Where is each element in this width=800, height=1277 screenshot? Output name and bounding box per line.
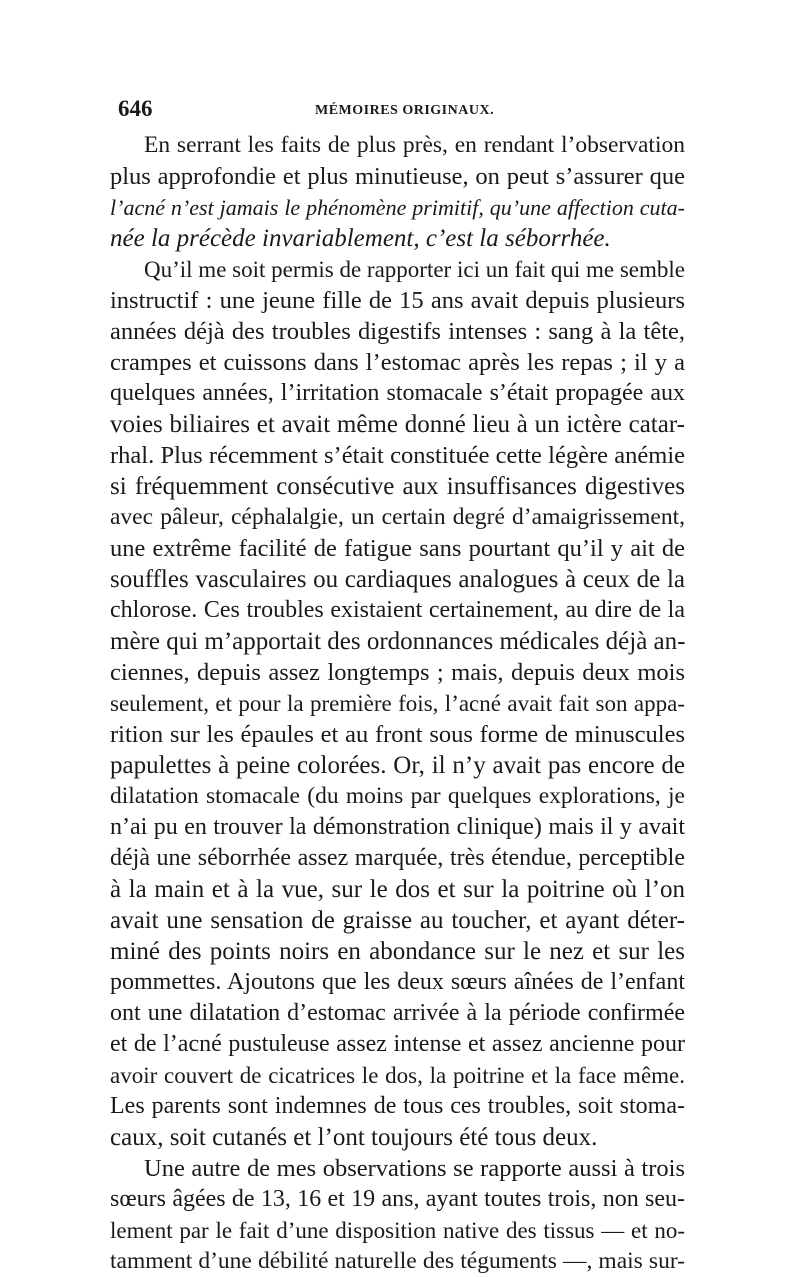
paragraph-3 — [110, 1153, 685, 1277]
text-line: si fréquemment consécutive aux insuffisances digestives — [110, 473, 685, 500]
text-line: miné des points noirs en abondance sur le nez et sur les — [110, 938, 685, 965]
text-line: avoir couvert de cicatrices le dos, la poitrine et la face même. — [110, 1063, 685, 1088]
text-line: papulettes à peine colorées. Or, il n’y avait pas encore de — [110, 752, 685, 779]
text-line: ciennes, depuis assez longtemps ; mais, depuis deux mois — [110, 659, 685, 686]
text-line: seulement, et pour la première fois, l’acné avait fait son appa- — [110, 691, 685, 716]
page-number: 646 — [118, 96, 153, 121]
text-line: rhal. Plus récemment s’était constituée cette légère anémie — [110, 442, 685, 469]
text-line: une extrême facilité de fatigue sans pourtant qu’il y ait de — [110, 535, 685, 562]
book-page — [110, 96, 685, 1277]
text-line: avec pâleur, céphalalgie, un certain degré d’amaigrissement, — [110, 504, 685, 530]
text-line: dilatation stomacale (du moins par quelques explorations, je — [110, 783, 685, 809]
text-line: souffles vasculaires ou cardiaques analogues à ceux de la — [110, 566, 685, 593]
text-line: voies biliaires et avait même donné lieu à un ictère catar- — [110, 411, 685, 438]
text-line: mère qui m’apportait des ordonnances médicales déjà an- — [110, 628, 686, 655]
page-header — [110, 96, 685, 126]
running-head: MÉMOIRES ORIGINAUX. — [315, 103, 495, 118]
text-line: caux, soit cutanés et l’ont toujours été tous deux. — [110, 1124, 598, 1151]
text-line: lement par le fait d’une disposition native des tissus — et no- — [110, 1218, 685, 1243]
text-line: pommettes. Ajoutons que les deux sœurs aînées de l’enfant — [110, 969, 685, 995]
paragraph-2 — [110, 254, 685, 1153]
text-line: plus approfondie et plus minutieuse, on peut s’assurer que — [110, 163, 685, 190]
text-line: En serrant les faits de plus près, en rendant l’observation — [144, 132, 685, 158]
text-line: Une autre de mes observations se rapporte aussi à trois — [144, 1155, 685, 1182]
text-line: déjà une séborrhée assez marquée, très étendue, perceptible — [110, 845, 685, 871]
text-line: rition sur les épaules et au front sous forme de minuscules — [110, 721, 685, 748]
text-line-italic: née la précède invariablement, c’est la séborrhée. — [110, 225, 611, 252]
text-line: ont une dilatation d’estomac arrivée à la période confirmée — [110, 1000, 685, 1026]
paragraph-1 — [110, 130, 685, 254]
text-line: années déjà des troubles digestifs intenses : sang à la tête, — [110, 318, 685, 345]
text-line: tamment d’une débilité naturelle des téguments —, mais sur- — [110, 1248, 685, 1274]
text-line: Qu’il me soit permis de rapporter ici un fait qui me semble — [144, 257, 685, 282]
text-line: quelques années, l’irritation stomacale s’était propagée aux — [110, 380, 685, 406]
text-line: n’ai pu en trouver la démonstration clinique) mais il y avait — [110, 814, 685, 840]
text-line: Les parents sont indemnes de tous ces troubles, soit stoma- — [110, 1093, 685, 1119]
text-line: sœurs âgées de 13, 16 et 19 ans, ayant toutes trois, non seu- — [110, 1186, 685, 1212]
text-line: à la main et à la vue, sur le dos et sur la poitrine où l’on — [110, 876, 685, 903]
text-line: chlorose. Ces troubles existaient certainement, au dire de la — [110, 597, 685, 623]
text-line: avait une sensation de graisse au toucher, et ayant déter- — [110, 907, 685, 934]
text-line-italic: l’acné n’est jamais le phénomène primitif, qu’une affection cuta- — [110, 195, 685, 220]
text-line: et de l’acné pustuleuse assez intense et assez ancienne pour — [110, 1031, 685, 1057]
text-line: crampes et cuissons dans l’estomac après les repas ; il y a — [110, 349, 685, 376]
text-line: instructif : une jeune fille de 15 ans avait depuis plusieurs — [110, 287, 685, 314]
